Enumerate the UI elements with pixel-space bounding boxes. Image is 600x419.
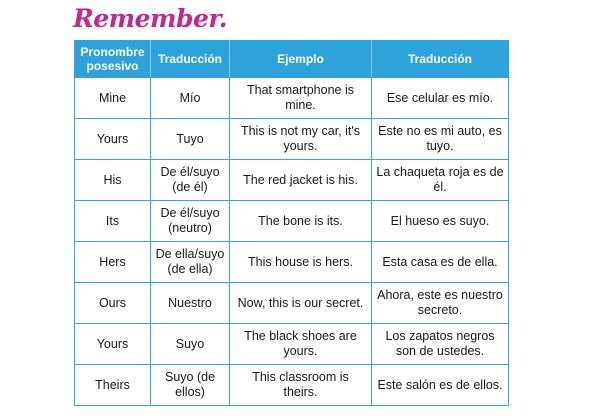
cell-example-translation: El hueso es suyo.: [372, 201, 509, 242]
cell-pronoun: Theirs: [75, 365, 151, 406]
table-row: [75, 365, 509, 406]
table-row: [75, 242, 509, 283]
table-row: [75, 201, 509, 242]
cell-example-translation: Los zapatos negros son de ustedes.: [372, 324, 509, 365]
cell-translation: Tuyo: [151, 119, 230, 160]
page-title: Remember.: [73, 4, 227, 33]
table-row: [75, 78, 509, 119]
cell-pronoun: Yours: [75, 324, 151, 365]
cell-translation: Nuestro: [151, 283, 230, 324]
cell-example: The bone is its.: [230, 201, 372, 242]
cell-translation: Suyo: [151, 324, 230, 365]
header-pronombre-posesivo: Pronombre posesivo: [75, 41, 151, 78]
table-row: [75, 283, 509, 324]
cell-example: Now, this is our secret.: [230, 283, 372, 324]
cell-translation: De él/suyo (neutro): [151, 201, 230, 242]
cell-example: This house is hers.: [230, 242, 372, 283]
table-row: [75, 324, 509, 365]
cell-example: This is not my car, it's yours.: [230, 119, 372, 160]
cell-translation: Mío: [151, 78, 230, 119]
cell-pronoun: Ours: [75, 283, 151, 324]
cell-translation: Suyo (de ellos): [151, 365, 230, 406]
table-header-row: [75, 41, 509, 78]
cell-example: The red jacket is his.: [230, 160, 372, 201]
possessive-pronouns-table: [74, 40, 509, 406]
cell-example-translation: Este no es mi auto, es tuyo.: [372, 119, 509, 160]
cell-pronoun: His: [75, 160, 151, 201]
cell-example: The black shoes are yours.: [230, 324, 372, 365]
header-traduccion-ejemplo: Traducción: [372, 41, 509, 78]
table-row: [75, 160, 509, 201]
cell-example-translation: La chaqueta roja es de él.: [372, 160, 509, 201]
cell-example-translation: Este salón es de ellos.: [372, 365, 509, 406]
cell-example-translation: Ese celular es mío.: [372, 78, 509, 119]
cell-example: This classroom is theirs.: [230, 365, 372, 406]
header-traduccion: Traducción: [151, 41, 230, 78]
cell-pronoun: Mine: [75, 78, 151, 119]
cell-example: That smartphone is mine.: [230, 78, 372, 119]
cell-translation: De ella/suyo (de ella): [151, 242, 230, 283]
header-ejemplo: Ejemplo: [230, 41, 372, 78]
cell-pronoun: Yours: [75, 119, 151, 160]
cell-pronoun: Hers: [75, 242, 151, 283]
cell-translation: De él/suyo (de él): [151, 160, 230, 201]
cell-example-translation: Esta casa es de ella.: [372, 242, 509, 283]
cell-pronoun: Its: [75, 201, 151, 242]
cell-example-translation: Ahora, este es nuestro secreto.: [372, 283, 509, 324]
table-row: [75, 119, 509, 160]
